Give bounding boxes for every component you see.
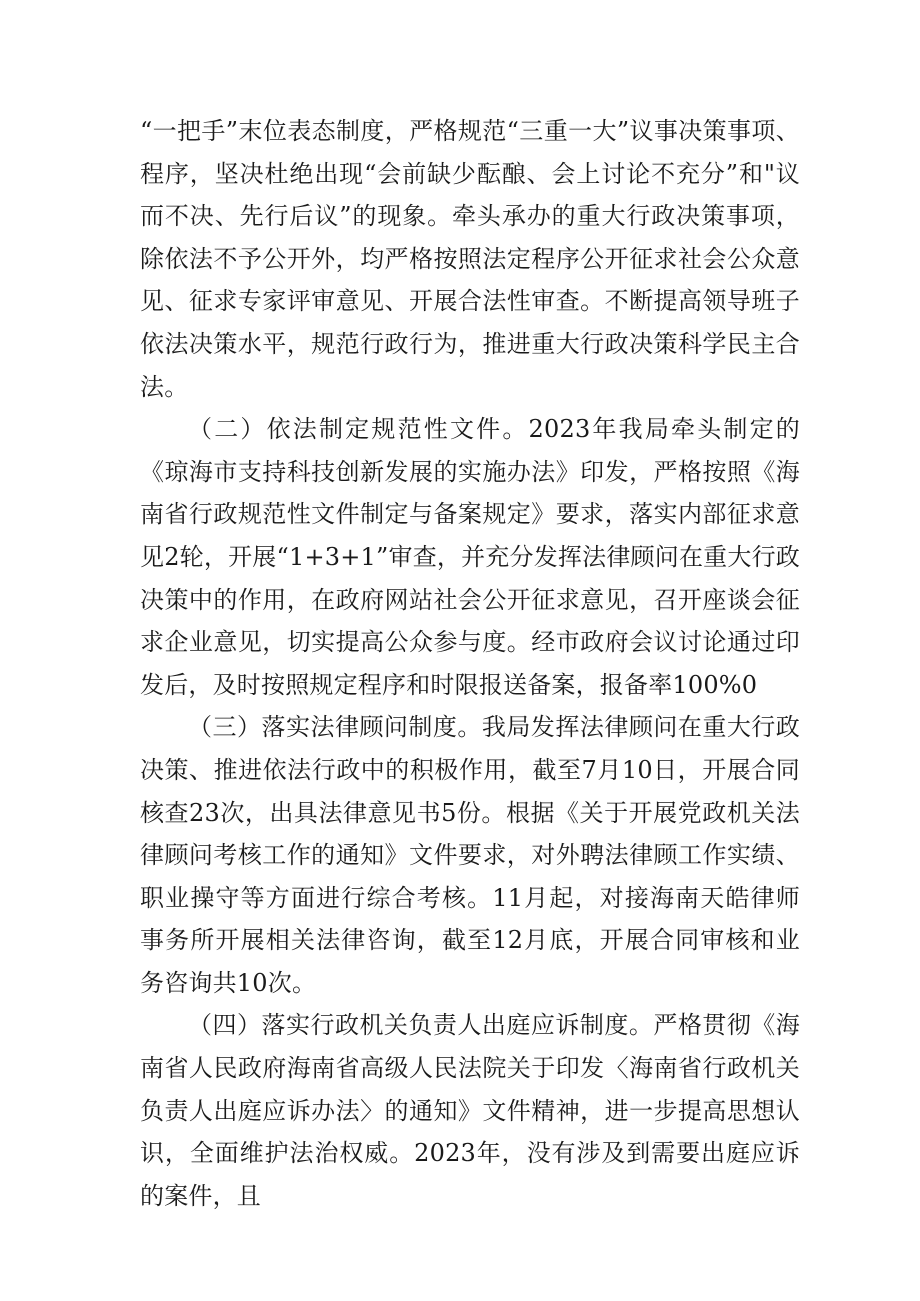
paragraph-normative-documents: （二）依法制定规范性文件。2023年我局牵头制定的《琼海市支持科技创新发展的实施办法》印发，严格按照《海南省行政规范性文件制定与备案规定》要求，落实内部征求意见2轮，开展“1+3+1”审查，并充分发挥法律顾问在重大行政决策中的作用，在政府网站社会公开征求意见，召开座谈会征求企业意见，切实提高公众参与度。经市政府会议讨论通过印发后，及时按照规定程序和时限报送备案，报备率100%0 [140,415,800,699]
paragraph-court-appearance: （四）落实行政机关负责人出庭应诉制度。严格贯彻《海南省人民政府海南省高级人民法院关于印发〈海南省行政机关负责人出庭应诉办法〉的通知》文件精神，进一步提高思想认识，全面维护法治权威。2023年，没有涉及到需要出庭应诉的案件，且 [140,1011,800,1210]
paragraph-legal-advisor: （三）落实法律顾问制度。我局发挥法律顾问在重大行政决策、推进依法行政中的积极作用，截至7月10日，开展合同核查23次，出具法律意见书5份。根据《关于开展党政机关法律顾问考核工作的通知》文件要求，对外聘法律顾工作实绩、职业操守等方面进行综合考核。11月起，对接海南天皓律师事务所开展相关法律咨询，截至12月底，开展合同审核和业务咨询共10次。 [140,713,800,997]
document-page [140,110,800,1217]
paragraph-decision-procedure: “一把手”末位表态制度，严格规范“三重一大”议事决策事项、程序，坚决杜绝出现“会前缺少酝酿、会上讨论不充分”和"议而不决、先行后议”的现象。牵头承办的重大行政决策事项，除依法不予公开外，均严格按照法定程序公开征求社会公众意见、征求专家评审意见、开展合法性审查。不断提高领导班子依法决策水平，规范行政行为，推进重大行政决策科学民主合法。 [140,117,800,401]
